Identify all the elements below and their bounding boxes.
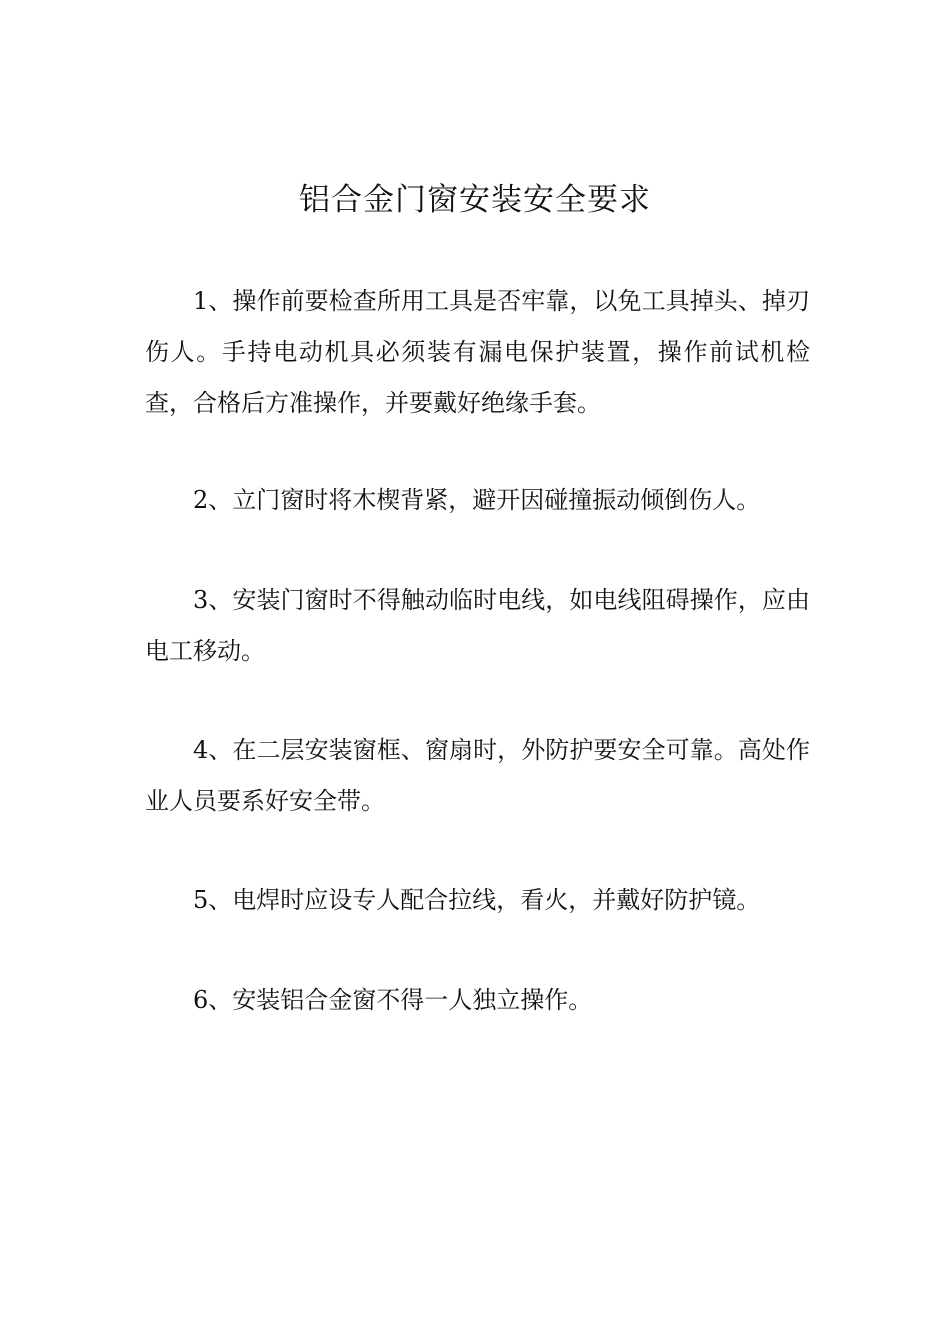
safety-item-5: 5、电焊时应设专人配合拉线，看火，并戴好防护镜。 bbox=[193, 886, 761, 914]
safety-item-2: 2、立门窗时将木楔背紧，避开因碰撞振动倾倒伤人。 bbox=[193, 486, 761, 514]
safety-item-6: 6、安装铝合金窗不得一人独立操作。 bbox=[193, 986, 593, 1014]
safety-item-3: 3、安装门窗时不得触动临时电线，如电线阻碍操作，应由电工移动。 bbox=[145, 586, 810, 665]
safety-item-4: 4、在二层安装窗框、窗扇时，外防护要安全可靠。高处作业人员要系好安全带。 bbox=[145, 736, 810, 815]
safety-item-1: 1、操作前要检查所用工具是否牢靠，以免工具掉头、掉刃伤人。手持电动机具必须装有漏电保护装置，操作前试机检查，合格后方准操作，并要戴好绝缘手套。 bbox=[145, 287, 810, 417]
document-title: 铝合金门窗安装安全要求 bbox=[299, 182, 651, 218]
